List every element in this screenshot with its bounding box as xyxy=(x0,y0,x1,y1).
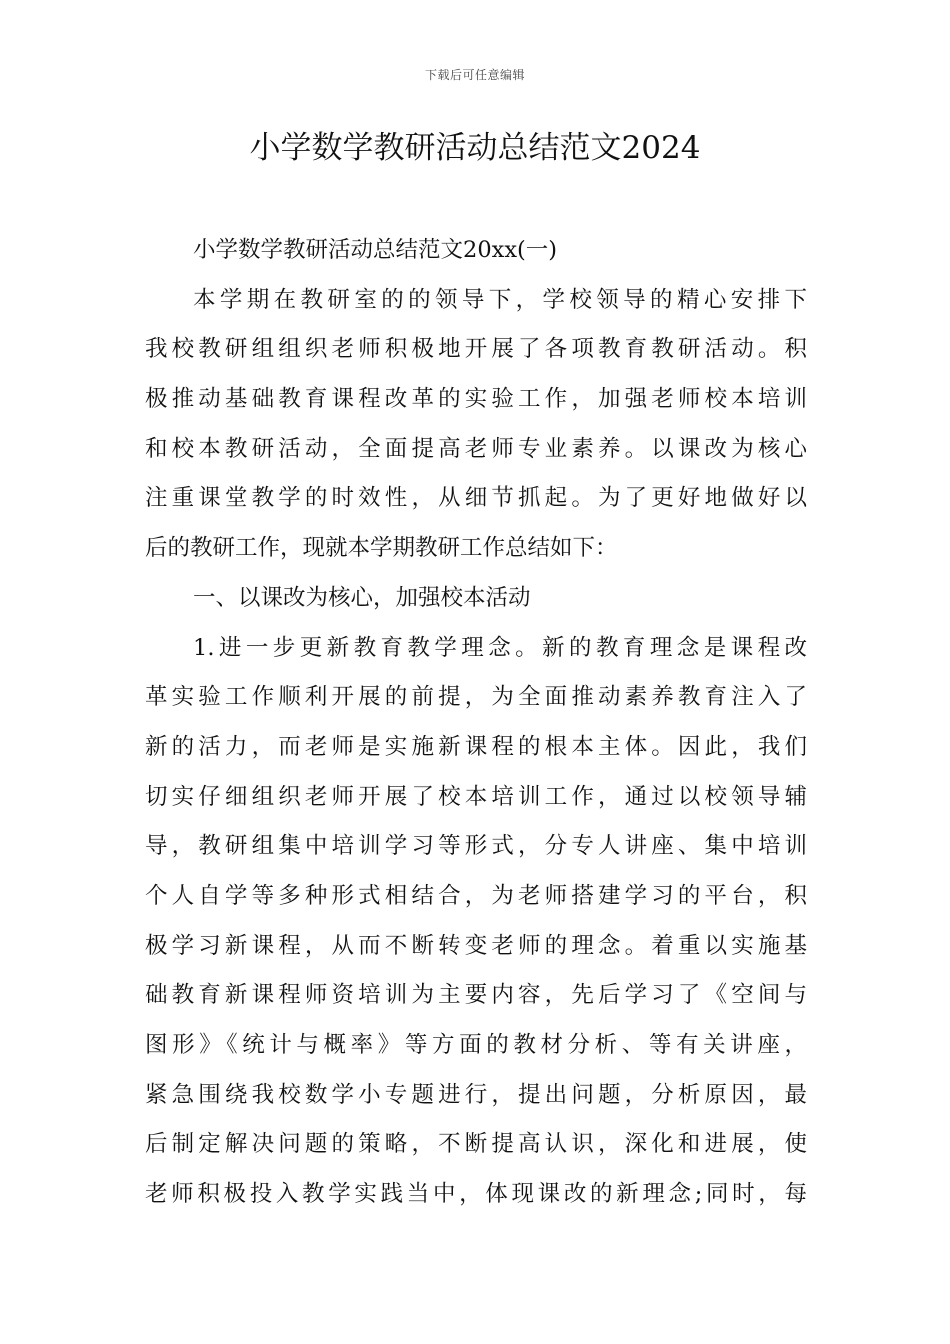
paragraph-line: 切实仔细组织老师开展了校本培训工作，通过以校领导辅 xyxy=(145,783,807,810)
paragraph-line: 革实验工作顺利开展的前提，为全面推动素养教育注入了 xyxy=(145,684,807,711)
paragraph-line: 1.进一步更新教育教学理念。新的教育理念是课程改 xyxy=(193,634,807,661)
paragraph-line: 注重课堂教学的时效性，从细节抓起。为了更好地做好以 xyxy=(145,485,807,512)
document-title: 小学数学教研活动总结范文2024 xyxy=(249,130,701,166)
paragraph-line: 老师积极投入教学实践当中，体现课改的新理念;同时，每 xyxy=(145,1181,807,1208)
document-body xyxy=(145,226,807,1220)
paragraph-line: 极学习新课程，从而不断转变老师的理念。着重以实施基 xyxy=(145,932,807,959)
paragraph-line: 图形》《统计与概率》等方面的教材分析、等有关讲座， xyxy=(145,1032,807,1058)
paragraph-line: 和校本教研活动，全面提高老师专业素养。以课改为核心 xyxy=(145,435,807,462)
section-heading: 一、以课改为核心，加强校本活动 xyxy=(193,584,531,611)
paragraph-line: 个人自学等多种形式相结合，为老师搭建学习的平台，积 xyxy=(145,882,807,909)
paragraph-line: 导，教研组集中培训学习等形式，分专人讲座、集中培训 xyxy=(145,833,807,860)
paragraph-line: 本学期在教研室的的领导下，学校领导的精心安排下 xyxy=(193,286,807,313)
paragraph-line: 后制定解决问题的策略，不断提高认识，深化和进展，使 xyxy=(145,1131,807,1158)
paragraph-line: 极推动基础教育课程改革的实验工作，加强老师校本培训 xyxy=(145,386,807,413)
paragraph-line: 新的活力，而老师是实施新课程的根本主体。因此，我们 xyxy=(145,733,807,760)
paragraph-line: 础教育新课程师资培训为主要内容，先后学习了《空间与 xyxy=(145,982,807,1009)
paragraph-line: 后的教研工作，现就本学期教研工作总结如下： xyxy=(145,535,618,562)
header-note: 下载后可任意编辑 xyxy=(424,68,525,82)
section-heading: 小学数学教研活动总结范文20xx(一) xyxy=(193,237,558,263)
paragraph-line: 紧急围绕我校数学小专题进行，提出问题，分析原因，最 xyxy=(145,1081,807,1108)
paragraph-line: 我校教研组组织老师积极地开展了各项教育教研活动。积 xyxy=(145,336,807,363)
